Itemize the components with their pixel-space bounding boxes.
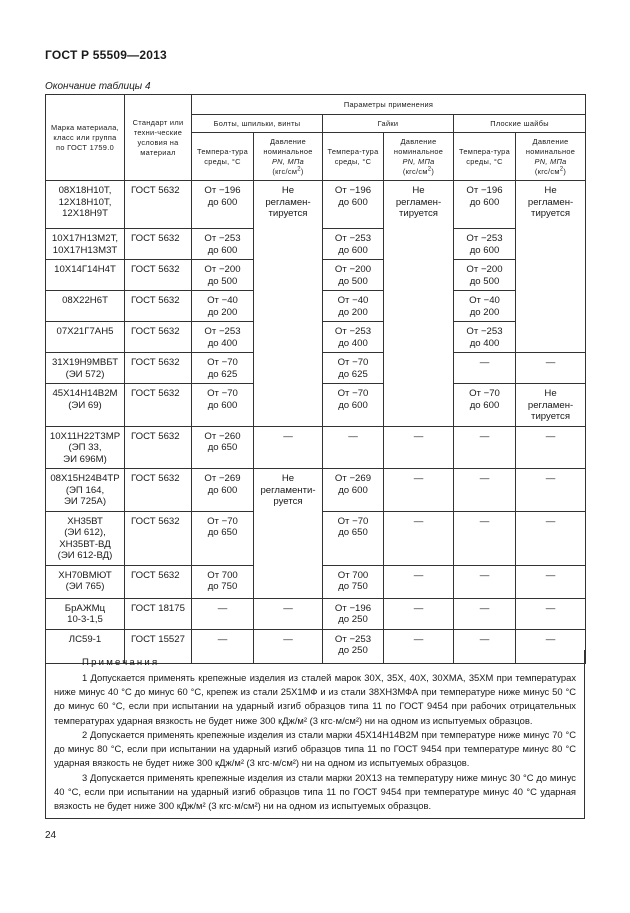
header-parameters: Параметры применения <box>192 95 586 115</box>
cell-washers-temp: — <box>454 353 516 384</box>
cell-washers-pressure: — <box>516 353 586 384</box>
cell-material: ЛС59-1 <box>46 629 125 663</box>
cell-washers-pressure: Не регламен- тируется <box>516 384 586 427</box>
cell-nuts-temp: От −40 до 200 <box>323 291 384 322</box>
cell-washers-pressure: — <box>516 598 586 629</box>
header-nuts-temp: Темпера-тура среды, °С <box>323 133 384 181</box>
cell-nuts-pressure: — <box>384 565 454 598</box>
cell-bolts-temp: От −253 до 600 <box>192 229 254 260</box>
cell-nuts-pressure: Не регламен- тируется <box>384 181 454 229</box>
cell-nuts-pressure <box>384 291 454 322</box>
cell-nuts-temp: От −70 до 650 <box>323 511 384 565</box>
cell-bolts-temp: От −269 до 600 <box>192 469 254 512</box>
cell-washers-temp: От −40 до 200 <box>454 291 516 322</box>
cell-standard: ГОСТ 5632 <box>125 384 192 427</box>
cell-washers-temp: От −70 до 600 <box>454 384 516 427</box>
table-caption: Окончание таблицы 4 <box>45 81 151 92</box>
cell-washers-pressure <box>516 260 586 291</box>
cell-bolts-pressure: — <box>254 629 323 663</box>
cell-material: 31Х19Н9МВБТ (ЭИ 572) <box>46 353 125 384</box>
note-3: 3 Допускается применять крепежные изделия из стали марки 20Х13 на температуру ниже минус 30 °С до минус 40 °С, если при испытании на ударный изгиб образцов типа 11 по ГОСТ 9454 при температуре минус 40 °С ударная вязкость не будет ниже 300 кДж/м² (3 кгс·м/см²) ни на одном из испытуемых образцов. <box>54 772 576 812</box>
cell-standard: ГОСТ 5632 <box>125 229 192 260</box>
cell-nuts-pressure: — <box>384 598 454 629</box>
cell-bolts-temp: От −70 до 600 <box>192 384 254 427</box>
cell-nuts-temp: От 700 до 750 <box>323 565 384 598</box>
cell-washers-pressure <box>516 322 586 353</box>
cell-nuts-pressure <box>384 322 454 353</box>
cell-bolts-pressure <box>254 511 323 565</box>
cell-bolts-pressure: Не регламенти- руется <box>254 469 323 512</box>
cell-bolts-temp: От −260 до 650 <box>192 426 254 469</box>
cell-standard: ГОСТ 5632 <box>125 426 192 469</box>
cell-washers-temp: От −196 до 600 <box>454 181 516 229</box>
cell-material: 08Х15Н24В4ТР (ЭП 164, ЭИ 725А) <box>46 469 125 512</box>
cell-washers-temp: — <box>454 598 516 629</box>
table-row <box>46 565 586 598</box>
cell-nuts-temp: От −196 до 600 <box>323 181 384 229</box>
cell-washers-temp: — <box>454 511 516 565</box>
cell-washers-temp: — <box>454 565 516 598</box>
cell-washers-pressure: — <box>516 511 586 565</box>
cell-nuts-pressure: — <box>384 511 454 565</box>
cell-material: ХН35ВТ (ЭИ 612), ХН35ВТ-ВД (ЭИ 612-ВД) <box>46 511 125 565</box>
note-1: 1 Допускается применять крепежные изделия из сталей марок 30Х, 35Х, 40Х, 30ХМА, 35ХМ при температурах ниже минус 40 °С до минус 60 °С, крепеж из стали 25Х1МФ и из стали 38ХН3МФА при температуре ниже минус 50 °С до минус 60 °С, если при испытании на ударный изгиб образцов типа 11 по ГОСТ 9454 при рабочих отрицательных температурах ударная вязкость не будет ниже 300 кДж/м² (3 кгс·м/см²) ни на одном из испытуемых образцов. <box>54 672 576 726</box>
cell-washers-pressure <box>516 229 586 260</box>
cell-nuts-pressure <box>384 260 454 291</box>
cell-nuts-pressure <box>384 384 454 427</box>
header-material: Марка материала, класс или группа по ГОСТ 1759.0 <box>46 95 125 181</box>
cell-nuts-temp: От −269 до 600 <box>323 469 384 512</box>
cell-nuts-pressure: — <box>384 629 454 663</box>
cell-nuts-temp: От −196 до 250 <box>323 598 384 629</box>
cell-standard: ГОСТ 15527 <box>125 629 192 663</box>
header-washers-temp: Темпера-тура среды, °С <box>454 133 516 181</box>
cell-bolts-temp: От −200 до 500 <box>192 260 254 291</box>
cell-standard: ГОСТ 5632 <box>125 260 192 291</box>
cell-bolts-pressure <box>254 260 323 291</box>
cell-material: ХН70ВМЮТ (ЭИ 765) <box>46 565 125 598</box>
table-row <box>46 353 586 384</box>
cell-washers-temp: — <box>454 469 516 512</box>
cell-material: 08Х18Н10Т, 12Х18Н10Т, 12Х18Н9Т <box>46 181 125 229</box>
standard-number: ГОСТ Р 55509—2013 <box>45 48 167 62</box>
cell-bolts-pressure <box>254 353 323 384</box>
cell-nuts-temp: От −70 до 600 <box>323 384 384 427</box>
header-bolts: Болты, шпильки, винты <box>192 115 323 133</box>
cell-washers-pressure <box>516 291 586 322</box>
cell-standard: ГОСТ 5632 <box>125 291 192 322</box>
table-row <box>46 229 586 260</box>
cell-bolts-pressure: — <box>254 426 323 469</box>
cell-material: 08Х22Н6Т <box>46 291 125 322</box>
cell-material: БрАЖМц 10-3-1,5 <box>46 598 125 629</box>
cell-washers-temp: — <box>454 629 516 663</box>
cell-bolts-pressure <box>254 565 323 598</box>
cell-material: 10Х14Г14Н4Т <box>46 260 125 291</box>
table-row <box>46 291 586 322</box>
cell-nuts-pressure <box>384 229 454 260</box>
cell-standard: ГОСТ 5632 <box>125 353 192 384</box>
notes-block <box>45 650 585 819</box>
table-row <box>46 511 586 565</box>
cell-washers-pressure: — <box>516 426 586 469</box>
cell-bolts-temp: От −70 до 650 <box>192 511 254 565</box>
cell-bolts-temp: От −253 до 400 <box>192 322 254 353</box>
cell-nuts-temp: От −253 до 250 <box>323 629 384 663</box>
table-row <box>46 598 586 629</box>
cell-material: 07Х21Г7АН5 <box>46 322 125 353</box>
cell-bolts-temp: От −40 до 200 <box>192 291 254 322</box>
cell-bolts-pressure <box>254 384 323 427</box>
cell-bolts-pressure <box>254 229 323 260</box>
cell-washers-temp: — <box>454 426 516 469</box>
header-washers: Плоские шайбы <box>454 115 586 133</box>
cell-bolts-temp: От 700 до 750 <box>192 565 254 598</box>
cell-bolts-temp: — <box>192 598 254 629</box>
cell-washers-temp: От −253 до 400 <box>454 322 516 353</box>
cell-material: 10Х17Н13М2Т, 10Х17Н13М3Т <box>46 229 125 260</box>
header-standard: Стандарт или техни-ческие условия на материал <box>125 95 192 181</box>
table-row <box>46 384 586 427</box>
cell-nuts-temp: От −200 до 500 <box>323 260 384 291</box>
cell-standard: ГОСТ 5632 <box>125 469 192 512</box>
notes-title: Примечания <box>82 657 160 668</box>
header-nuts: Гайки <box>323 115 454 133</box>
header-bolts-pressure: Давление номинальное PN, МПа $(кгс/см^2)$ <box>254 133 323 181</box>
header-bolts-temp: Темпера-тура среды, °С <box>192 133 254 181</box>
cell-nuts-temp: От −70 до 625 <box>323 353 384 384</box>
cell-bolts-temp: — <box>192 629 254 663</box>
cell-nuts-pressure: — <box>384 426 454 469</box>
cell-nuts-pressure <box>384 353 454 384</box>
header-nuts-pressure: Давление номинальное PN, МПа $(кгс/см^2)$ <box>384 133 454 181</box>
cell-washers-pressure: — <box>516 629 586 663</box>
cell-standard: ГОСТ 5632 <box>125 565 192 598</box>
cell-bolts-temp: От −196 до 600 <box>192 181 254 229</box>
cell-material: 45Х14Н14В2М (ЭИ 69) <box>46 384 125 427</box>
table-row <box>46 426 586 469</box>
header-washers-pressure: Давление номинальное PN, МПа $(кгс/см^2)$ <box>516 133 586 181</box>
cell-bolts-pressure <box>254 322 323 353</box>
cell-bolts-pressure: — <box>254 598 323 629</box>
cell-bolts-pressure <box>254 291 323 322</box>
cell-standard: ГОСТ 18175 <box>125 598 192 629</box>
cell-material: 10Х11Н22Т3МР (ЭП 33, ЭИ 696М) <box>46 426 125 469</box>
cell-standard: ГОСТ 5632 <box>125 511 192 565</box>
table-row <box>46 469 586 512</box>
cell-bolts-pressure: Не регламен- тируется <box>254 181 323 229</box>
table-row <box>46 181 586 229</box>
table-row <box>46 322 586 353</box>
cell-standard: ГОСТ 5632 <box>125 322 192 353</box>
cell-washers-temp: От −253 до 600 <box>454 229 516 260</box>
cell-washers-pressure: Не регламен- тируется <box>516 181 586 229</box>
cell-standard: ГОСТ 5632 <box>125 181 192 229</box>
note-2: 2 Допускается применять крепежные изделия из стали марки 45Х14Н14В2М при температуре ниже минус 70 °С до минус 80 °С, если при испытании на ударный изгиб образцов типа 11 по ГОСТ 9454 при температуре минус 80 °С ударная вязкость не будет ниже 300 кДж/м² (3 кгс·м/см²) ни на одном из испытуемых образцов. <box>54 729 576 769</box>
table-row <box>46 260 586 291</box>
cell-washers-pressure: — <box>516 469 586 512</box>
cell-bolts-temp: От −70 до 625 <box>192 353 254 384</box>
cell-washers-pressure: — <box>516 565 586 598</box>
cell-nuts-pressure: — <box>384 469 454 512</box>
cell-washers-temp: От −200 до 500 <box>454 260 516 291</box>
cell-nuts-temp: От −253 до 600 <box>323 229 384 260</box>
page-number: 24 <box>45 830 57 841</box>
application-parameters-table <box>45 94 586 664</box>
cell-nuts-temp: От −253 до 400 <box>323 322 384 353</box>
cell-nuts-temp: — <box>323 426 384 469</box>
